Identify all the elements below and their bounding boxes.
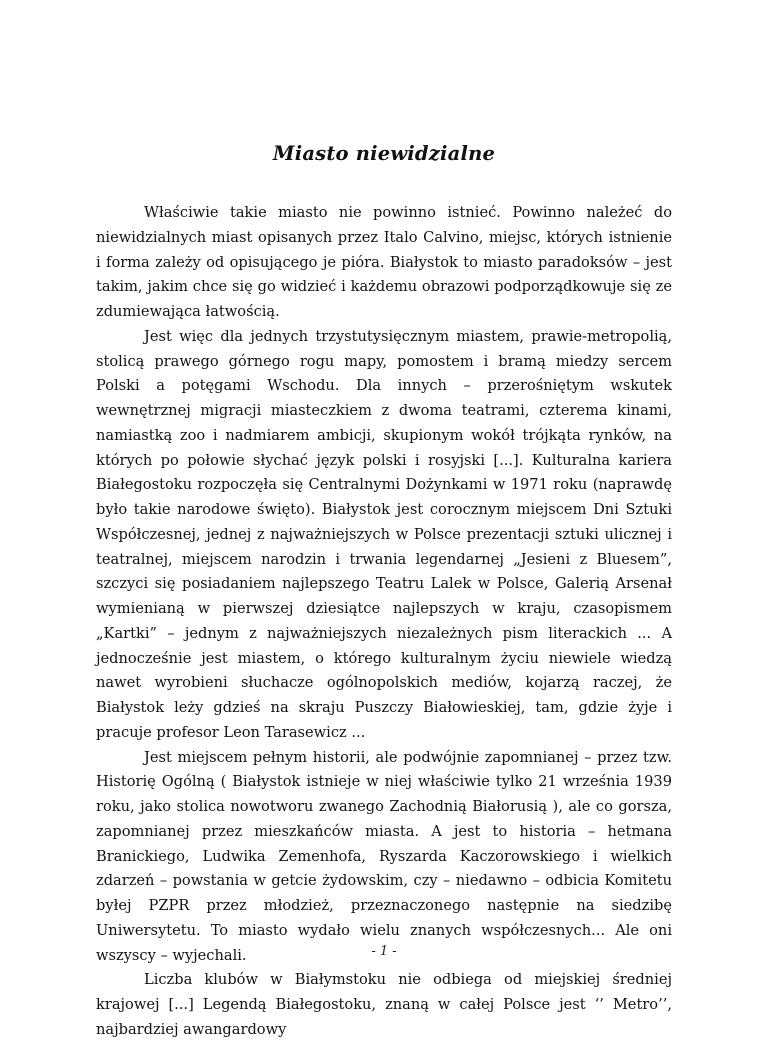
- paragraph-1: Właściwie takie miasto nie powinno istnieć. Powinno należeć do niewidzialnych miast opisanych przez Italo Calvino, miejsc, których istnienie i forma zależy od opisującego je pióra. Białystok to miasto paradoksów – jest takim, jakim chce się go widzieć i każdemu obrazowi podporządkowuje się ze zdumiewająca łatwością.: [96, 204, 672, 320]
- page-number: - 1 -: [371, 944, 397, 959]
- paragraph-3: Jest miejscem pełnym historii, ale podwójnie zapomnianej – przez tzw. Historię Ogólną ( Białystok istnieje w niej właściwie tylko 21 września 1939 roku, jako stolica nowotworu zwanego Zachodnią Białorusią ), ale co gorsza, zapomnianej przez mieszkańców miasta. A jest to historia – hetmana Branickiego, Ludwika Zemenhofa, Ryszarda Kaczorowskiego i wielkich zdarzeń – powstania w getcie żydowskim, czy – niedawno – odbicia Komitetu byłej PZPR przez młodzież, przeznaczonego następnie na siedzibę Uniwersytetu. To miasto wydało wielu znanych współczesnych... Ale oni wszyscy – wyjechali.: [96, 748, 672, 964]
- document-body: [96, 201, 672, 1043]
- paragraph-4: Liczba klubów w Białymstoku nie odbiega od miejskiej średniej krajowej [...] Legendą Białegostoku, znaną w całej Polsce jest ‘’ Metro’’, najbardziej awangardowy: [96, 971, 672, 1038]
- document-title: Miasto niewidzialne: [272, 142, 496, 165]
- paragraph-2: Jest więc dla jednych trzystutysięcznym miastem, prawie-metropolią, stolicą prawego górnego rogu mapy, pomostem i bramą miedzy sercem Polski a potęgami Wschodu. Dla innych – przerośniętym wskutek wewnętrznej migracji miasteczkiem z dwoma teatrami, czterema kinami, namiastką zoo i nadmiarem ambicji, skupionym wokół trójkąta rynków, na których po połowie słychać język polski i rosyjski [...]. Kulturalna kariera Białegostoku rozpoczęła się Centralnymi Dożynkami w 1971 roku (naprawdę było takie narodowe święto). Białystok jest corocznym miejscem Dni Sztuki Współczesnej, jednej z najważniejszych w Polsce prezentacji sztuki ulicznej i teatralnej, miejscem narodzin i trwania legendarnej „Jesieni z Bluesem”, szczyci się posiadaniem najlepszego Teatru Lalek w Polsce, Galerią Arsenał wymienianą w pierwszej dziesiątce najlepszych w kraju, czasopismem „Kartki” – jednym z najważniejszych niezależnych pism literackich ... A jednocześnie jest miastem, o którego kulturalnym życiu niewiele wiedzą nawet wyrobieni słuchacze ogólnopolskich mediów, kojarzą raczej, że Białystok leży gdzieś na skraju Puszczy Białowieskiej, tam, gdzie żyje i pracuje profesor Leon Tarasewicz ...: [96, 327, 672, 741]
